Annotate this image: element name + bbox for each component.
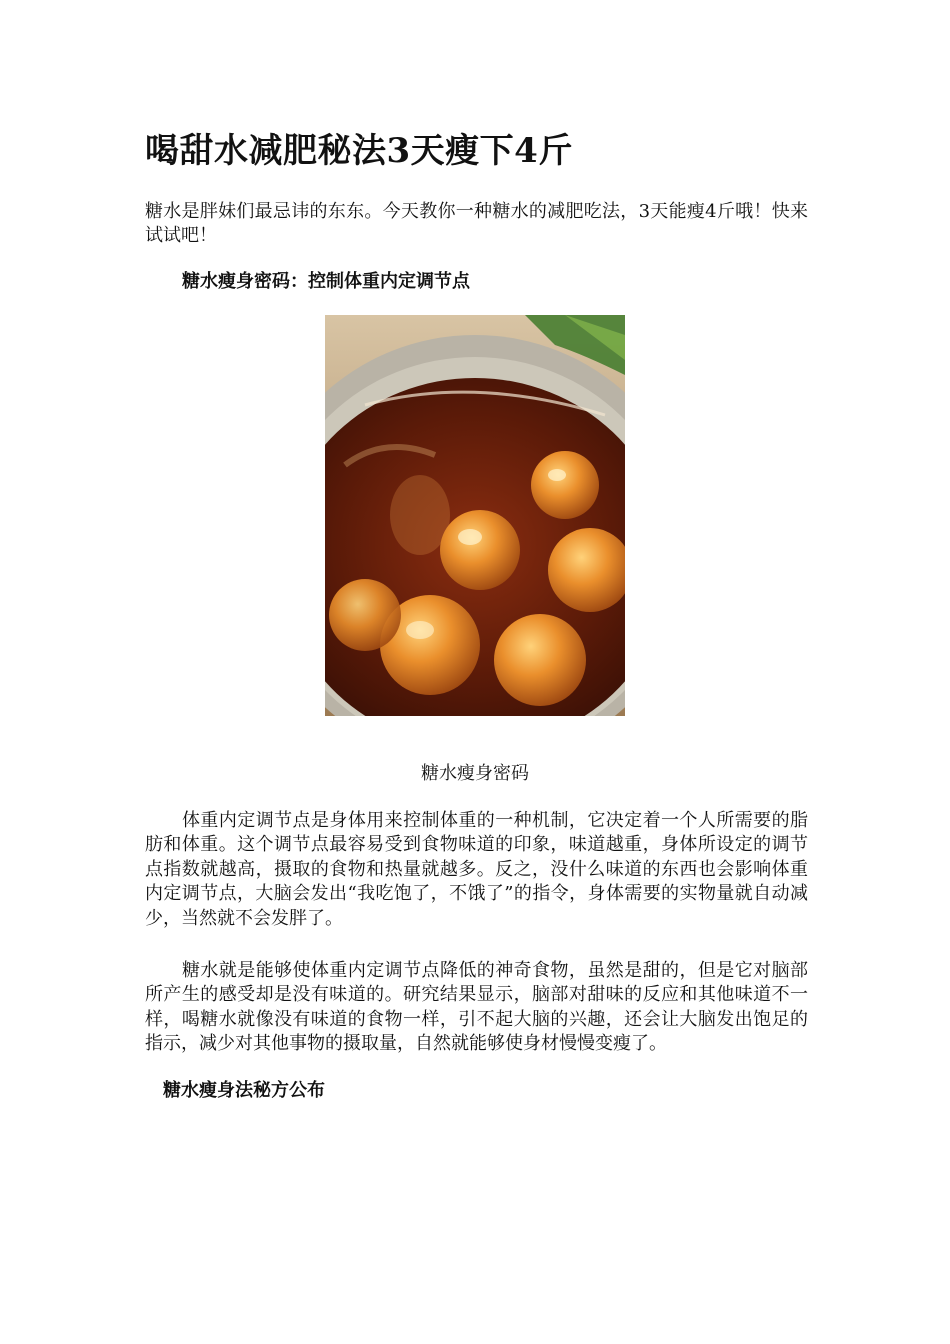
intro-paragraph: 糖水是胖妹们最忌讳的东东。今天教你一种糖水的减肥吃法，3天能瘦4斤哦！快来试试吧！ bbox=[145, 201, 808, 247]
section-heading-secret: 糖水瘦身密码：控制体重内定调节点 bbox=[182, 271, 470, 292]
body-paragraph-1: 体重内定调节点是身体用来控制体重的一种机制，它决定着一个人所需要的脂肪和体重。这个调节点最容易受到食物味道的印象，味道越重，身体所设定的调节点指数就越高，摄取的食物和热量就越多。反之，没什么味道的东西也会影响体重内定调节点，大脑会发出“我吃饱了，不饿了”的指令，身体需要的实物量就自动减少，当然就不会发胖了。 bbox=[145, 810, 808, 929]
page-title: 喝甜水减肥秘法3天瘦下4斤 bbox=[145, 131, 573, 171]
image-caption: 糖水瘦身密码 bbox=[421, 763, 529, 784]
section-heading-recipe: 糖水瘦身法秘方公布 bbox=[163, 1080, 325, 1101]
sweet-soup-photo bbox=[325, 315, 625, 716]
body-paragraph-2: 糖水就是能够使体重内定调节点降低的神奇食物，虽然是甜的，但是它对脑部所产生的感受却是没有味道的。研究结果显示，脑部对甜味的反应和其他味道不一样，喝糖水就像没有味道的食物一样，引不起大脑的兴趣，还会让大脑发出饱足的指示，减少对其他事物的摄取量，自然就能够使身材慢慢变瘦了。 bbox=[145, 960, 808, 1055]
